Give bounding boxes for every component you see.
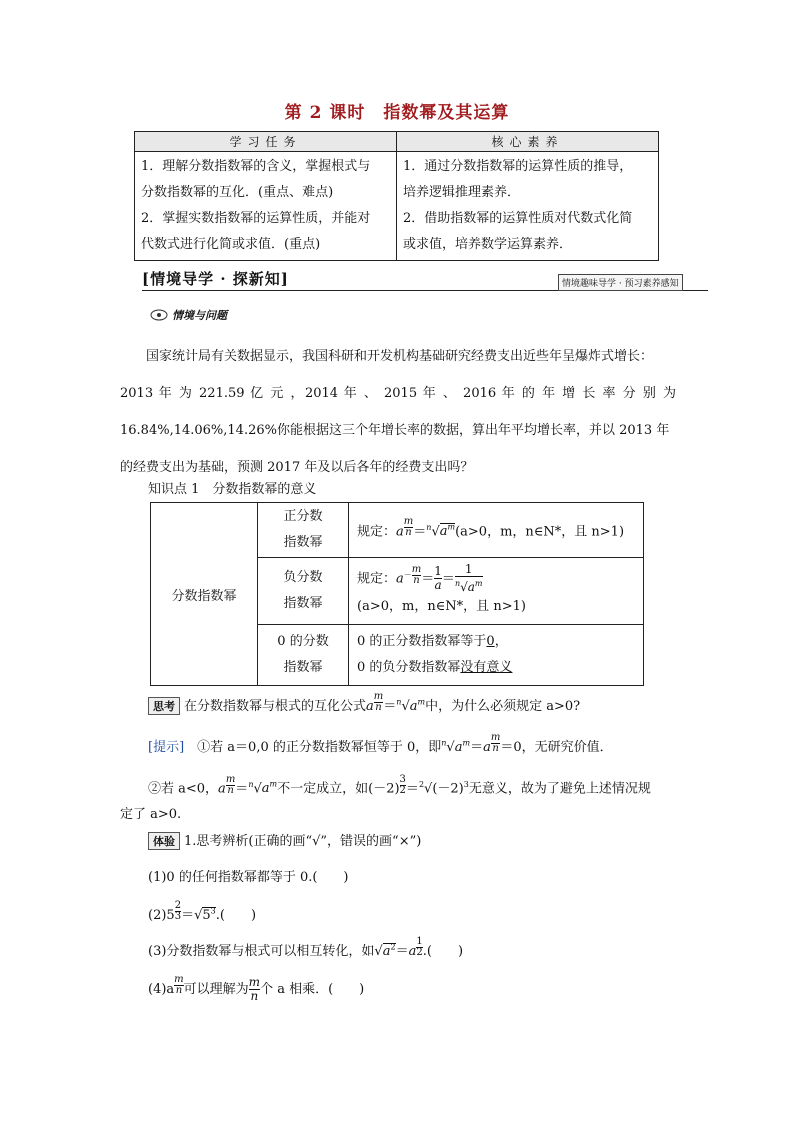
- paragraph-line: 的经费支出为基础，预测 2017 年及以后各年的经费支出吗？: [120, 460, 474, 475]
- positive-exponent-name: [258, 503, 349, 558]
- exercise-item-3: (3)分数指数幂与根式可以相互转化，如$√a^2=a$ $^{\frac{1}{2}}$ .( ): [148, 936, 464, 959]
- name-b: 指数幂: [283, 660, 323, 676]
- positive-exponent-rule: 规定：a $^{\frac{m}{n}}$ $=^n√a^m(a>0$，m，n∈N*，且 n>1): [349, 503, 644, 558]
- rule-condition: (a>0，m，n∈N*，且 n>1): [357, 599, 526, 615]
- zero-line-1: 0 的正分数指数幂等于: [357, 634, 487, 650]
- header-tasks: 学习任务: [135, 132, 397, 152]
- exercise-item-1: (1)0 的任何指数幂都等于 0.( ): [148, 870, 349, 885]
- item-tail: .( ): [215, 907, 257, 923]
- exercise-intro: [148, 830, 421, 850]
- think-question: 思考 在分数指数幂与根式的互化公式a $^{\frac{m}{n}}$ $=^n√a^m$中，为什么必须规定 a>0?: [148, 692, 580, 715]
- item-tail: 个 a 相乘．( ): [260, 981, 365, 997]
- zero-line-2: 0 的负分数指数幂: [357, 660, 461, 676]
- section-title: [情境导学 · 探新知]: [142, 270, 289, 288]
- exercise-item-2: (2)5 $^{\frac{2}{3}}$ $=√5^3$.( ): [148, 900, 257, 923]
- task-line: 分数指数幂的互化．(重点、难点): [141, 185, 334, 200]
- task-line: 1．理解分数指数幂的含义，掌握根式与: [141, 159, 371, 174]
- rule-prefix: 规定：: [357, 571, 397, 587]
- scene-icon: [150, 309, 168, 321]
- task-line: 代数式进行化简或求值．(重点): [141, 237, 321, 252]
- hint-line-2: ②若 a<0，a $^{\frac{m}{n}}$ $=^n√a^m$不一定成立，如(－2) $^{\frac{3}{2}}$ $=^2√(-2)^3$无意义，故为了避免上述情况规: [148, 773, 651, 797]
- zero-answer-2: 没有意义: [460, 660, 513, 676]
- name-b: 指数幂: [283, 596, 323, 612]
- name-a: 负分数: [283, 570, 323, 586]
- negative-exponent-name: [258, 558, 349, 625]
- name-a: 0 的分数: [277, 634, 329, 650]
- item-text: (2)5: [148, 907, 175, 923]
- literacy-line: 1．通过分数指数幂的运算性质的推导，: [403, 159, 633, 174]
- hint-line-3: 定了 a>0.: [120, 807, 182, 822]
- think-tag: 思考: [148, 697, 180, 715]
- item-text: 可以理解为: [183, 981, 249, 997]
- zero-exponent-name: [258, 625, 349, 686]
- hint-tag: [提示]: [148, 739, 185, 755]
- paragraph-line: 16.84%,14.06%,14.26%你能根据这三个年增长率的数据，算出年平均增长率，并以 2013 年: [120, 423, 670, 438]
- hint-text: 无意义，故为了避免上述情况规: [468, 781, 651, 797]
- hint-text: 不一定成立，如(－2): [277, 781, 400, 797]
- exercise-tag: 体验: [148, 832, 180, 850]
- literacy-line: 或求值，培养数学运算素养．: [403, 237, 573, 252]
- page-title: 第 2 课时 指数幂及其运算: [284, 103, 510, 123]
- header-literacy: 核心素养: [397, 132, 659, 152]
- knowledge-point-heading: 知识点 1 分数指数幂的意义: [148, 482, 317, 497]
- scenario-paragraph: [120, 338, 676, 486]
- literacy-line: 2．借助指数幂的运算性质对代数式化简: [403, 211, 633, 226]
- learning-task-table: [134, 131, 659, 261]
- task-line: 2．掌握实数指数幂的运算性质，并能对: [141, 211, 371, 226]
- hint-text: ②若 a<0，: [148, 781, 219, 797]
- scene-heading: [150, 307, 227, 323]
- exercise-intro-text: 1.思考辨析(正确的画“√”，错误的画“×”): [184, 834, 422, 849]
- rule-condition: (a>0，m，n∈N*，且 n>1): [455, 524, 625, 540]
- scene-label: 情境与问题: [172, 309, 227, 322]
- negative-exponent-rule: 规定：$a^{- \frac{m}{n}}$ ＝ $\frac{1}{a}$ ＝ $\frac{1}{^n√a^m}$ (a>0，m，n∈N*，且 n>1): [349, 558, 644, 625]
- item-tail: .( ): [422, 943, 464, 959]
- item-text: (4)a: [148, 981, 175, 997]
- meaning-table: [150, 502, 644, 686]
- item-text: (3)分数指数幂与根式可以相互转化，如: [148, 943, 375, 959]
- name-b: 指数幂: [283, 535, 323, 550]
- hint-text: ①若 a＝0,0 的正分数指数幂恒等于 0，即: [197, 739, 442, 755]
- row-header: 分数指数幂: [151, 503, 258, 686]
- literacy-line: 培养逻辑推理素养．: [403, 185, 521, 200]
- hint-line-1: [提示] ①若 a＝0,0 的正分数指数幂恒等于 0，即$^n√a^m=a$ $^{\frac{m}{n}}$ ＝0，无研究价值．: [148, 732, 613, 755]
- zero-exponent-rule: 0 的正分数指数幂等于0， 0 的负分数指数幂没有意义: [349, 625, 644, 686]
- rule-prefix: 规定：: [357, 524, 397, 540]
- paragraph-line: 2013 年 为 221.59 亿 元 ，2014 年 、 2015 年 、 2016 年 的 年 增 长 率 分 别 为: [120, 386, 676, 401]
- think-text-a: 在分数指数幂与根式的互化公式: [184, 698, 367, 714]
- exercise-item-4: (4)a $^{\frac{m}{n}}$ 可以理解为 $\frac{m}{n}$ 个 a 相乘．( ): [148, 974, 365, 1003]
- hint-text: ＝0，无研究价值．: [500, 739, 613, 755]
- zero-answer-1: 0: [486, 634, 495, 650]
- paragraph-line: 国家统计局有关数据显示，我国科研和开发机构基础研究经费支出近些年呈爆炸式增长：: [146, 349, 654, 364]
- section-tag: 情境趣味导学 · 预习素养感知: [558, 274, 683, 291]
- think-text-b: 中，为什么必须规定 a>0?: [425, 698, 581, 714]
- name-a: 正分数: [283, 509, 323, 524]
